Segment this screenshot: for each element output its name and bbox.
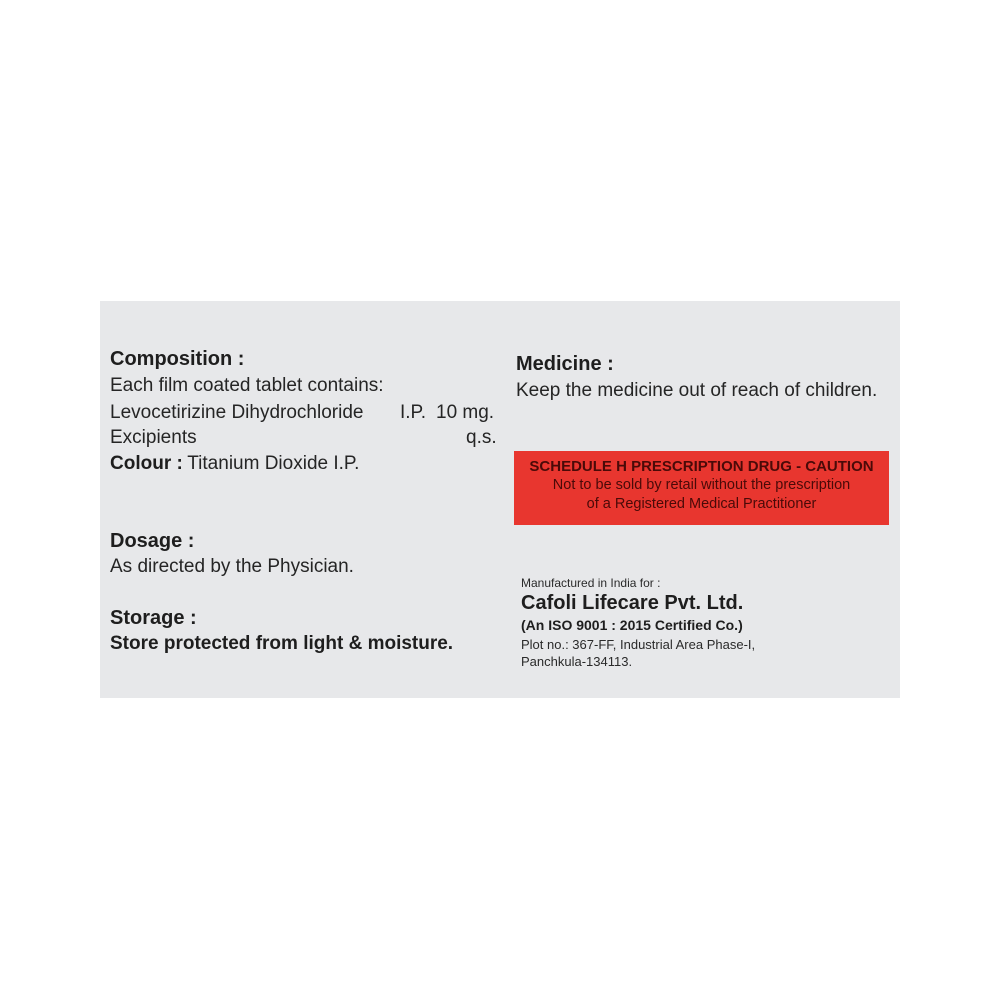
ingredient-name: Levocetirizine Dihydrochloride	[110, 402, 364, 423]
dosage-text: As directed by the Physician.	[110, 556, 354, 577]
excipients-label: Excipients	[110, 427, 197, 448]
caution-title: SCHEDULE H PRESCRIPTION DRUG - CAUTION	[529, 458, 874, 475]
colour-value: Titanium Dioxide I.P.	[187, 453, 360, 474]
caution-line-2: of a Registered Medical Practitioner	[586, 496, 817, 512]
manufacturer-certification: (An ISO 9001 : 2015 Certified Co.)	[521, 617, 743, 633]
storage-text: Store protected from light & moisture.	[110, 633, 454, 654]
manufacturer-address-line-2: Panchkula-134113.	[521, 654, 633, 669]
excipients-amount: q.s.	[466, 427, 497, 448]
carton-label-panel	[100, 301, 900, 698]
ingredient-amount: 10 mg.	[436, 402, 495, 423]
manufacturer-name: Cafoli Lifecare Pvt. Ltd.	[521, 592, 744, 614]
colour-label: Colour :	[110, 453, 183, 474]
manufactured-for-label: Manufactured in India for :	[521, 576, 661, 590]
caution-line-1: Not to be sold by retail without the prescription	[552, 477, 851, 493]
medicine-heading: Medicine :	[516, 353, 614, 375]
dosage-heading: Dosage :	[110, 530, 195, 552]
storage-heading: Storage :	[110, 607, 197, 629]
colour-line	[110, 453, 359, 475]
composition-heading: Composition :	[110, 348, 245, 370]
schedule-h-caution-box	[514, 451, 889, 525]
medicine-text: Keep the medicine out of reach of children.	[516, 380, 878, 401]
manufacturer-address-line-1: Plot no.: 367-FF, Industrial Area Phase-I,	[521, 637, 756, 652]
ingredient-grade: I.P.	[400, 402, 427, 423]
composition-intro: Each film coated tablet contains:	[110, 375, 384, 396]
